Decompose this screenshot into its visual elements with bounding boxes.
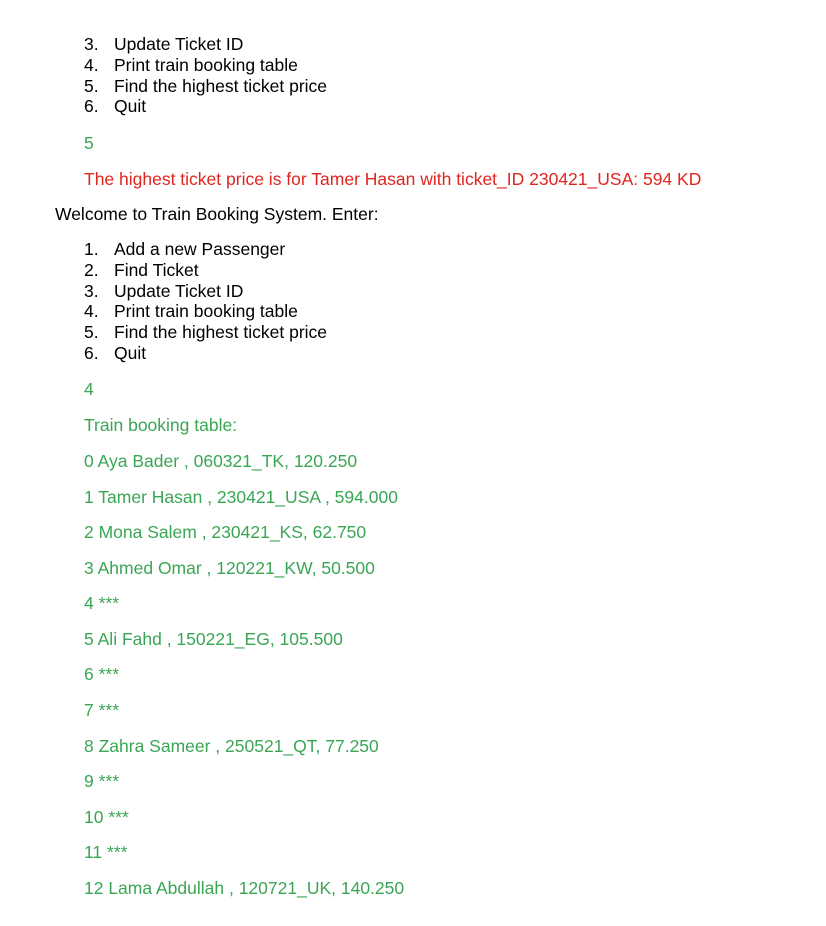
table-row: 4 ***	[84, 593, 120, 613]
table-row: 8 Zahra Sameer , 250521_QT, 77.250	[84, 736, 379, 756]
menu-item-label: Update Ticket ID	[114, 34, 244, 54]
menu-item	[84, 281, 327, 302]
menu-item-number: 1.	[84, 239, 99, 259]
menu-item-number: 3.	[84, 34, 99, 54]
menu-item	[84, 76, 327, 97]
table-row: 9 ***	[84, 771, 120, 791]
table-row: 11 ***	[84, 842, 128, 862]
table-row: 5 Ali Fahd , 150221_EG, 105.500	[84, 629, 343, 649]
menu-item-number: 2.	[84, 259, 99, 280]
table-row: 12 Lama Abdullah , 120721_UK, 140.250	[84, 878, 405, 898]
menu-item-label: Quit	[114, 96, 147, 117]
user-input-choice: 5	[84, 133, 94, 153]
highest-price-result: The highest ticket price is for Tamer Hasan with ticket_ID 230421_USA: 594 KD	[84, 169, 702, 189]
table-row: 7 ***	[84, 700, 120, 720]
menu-item	[84, 301, 327, 322]
welcome-message: Welcome to Train Booking System. Enter:	[55, 204, 379, 224]
menu-item	[84, 239, 327, 260]
menu-item-label: Find the highest ticket price	[114, 75, 328, 96]
menu-item-label: Print train booking table	[114, 301, 298, 322]
menu-item-number: 6.	[84, 342, 99, 363]
menu-item-number: 3.	[84, 280, 99, 301]
menu-full	[84, 239, 327, 364]
menu-item-label: Find the highest ticket price	[114, 322, 328, 343]
menu-item	[84, 322, 327, 343]
menu-item-number: 6.	[84, 96, 99, 117]
table-row: 2 Mona Salem , 230421_KS, 62.750	[84, 522, 367, 542]
table-row: 0 Aya Bader , 060321_TK, 120.250	[84, 451, 358, 471]
menu-partial	[84, 34, 327, 117]
menu-item	[84, 260, 327, 281]
table-heading: Train booking table:	[84, 415, 238, 435]
table-row: 6 ***	[84, 664, 120, 684]
menu-item	[84, 55, 327, 76]
table-row: 10 ***	[84, 807, 129, 827]
menu-item-number: 4.	[84, 54, 99, 75]
menu-item-label: Print train booking table	[114, 54, 298, 75]
user-input-choice: 4	[84, 379, 94, 399]
menu-item-label: Quit	[114, 342, 147, 363]
menu-item-number: 5.	[84, 322, 99, 343]
table-row: 3 Ahmed Omar , 120221_KW, 50.500	[84, 558, 375, 578]
menu-item	[84, 343, 327, 364]
menu-item	[84, 34, 327, 55]
menu-item-number: 4.	[84, 301, 99, 322]
menu-item-label: Add a new Passenger	[114, 239, 286, 259]
table-row: 1 Tamer Hasan , 230421_USA , 594.000	[84, 487, 398, 507]
menu-item-label: Update Ticket ID	[114, 280, 244, 301]
menu-item-number: 5.	[84, 75, 99, 96]
menu-item	[84, 96, 327, 117]
menu-item-label: Find Ticket	[114, 259, 199, 280]
